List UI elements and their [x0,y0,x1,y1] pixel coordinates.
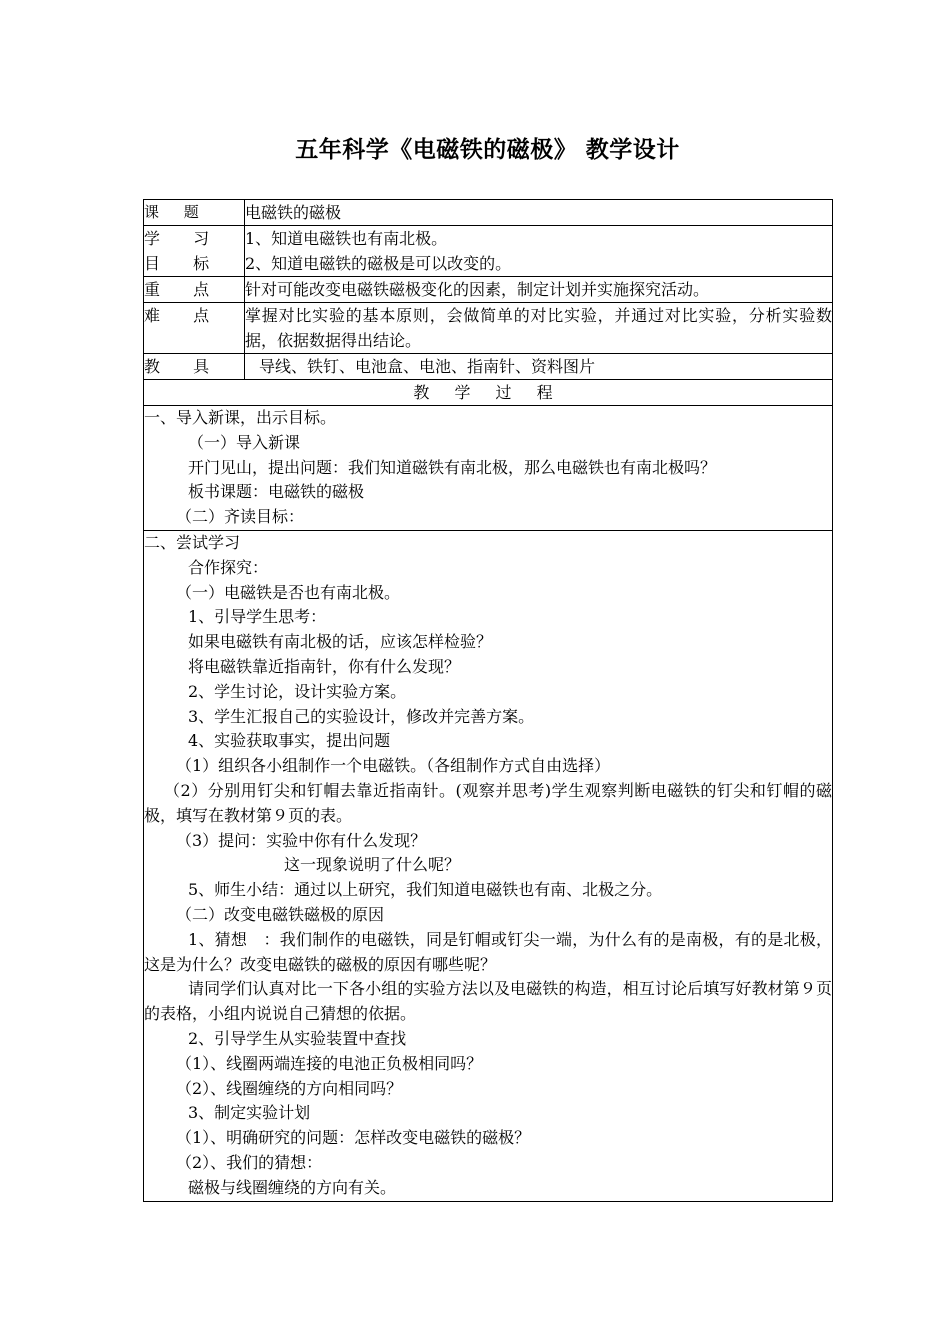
section-2-row [144,530,833,1201]
paragraph: （3）提问：实验中你有什么发现？ [176,830,427,850]
lesson-plan-table [143,199,833,1202]
tools-label: 教 具 [144,354,245,380]
section-1 [144,406,833,531]
paragraph: 如果电磁铁有南北极的话，应该怎样检验？ [188,632,493,652]
process-title: 教 学 过 程 [144,380,833,406]
paragraph: 2、学生讨论，设计实验方案。 [188,681,407,701]
difficulty-label: 难 点 [144,303,245,354]
paragraph: （1）组织各小组制作一个电磁铁。（各组制作方式自由选择） [176,756,611,776]
section-1-heading: 一、导入新课，出示目标。 [144,408,337,427]
goals-value [245,226,833,277]
paragraph: （1）、明确研究的问题：怎样改变电磁铁的磁极？ [176,1128,531,1148]
goal-item-2: 2、知道电磁铁的磁极是可以改变的。 [245,254,512,273]
section-1-row [144,406,833,531]
paragraph: 板书课题：电磁铁的磁极 [188,482,365,502]
topic-row [144,200,833,226]
key-point-value: 针对可能改变电磁铁磁极变化的因素，制定计划并实施探究活动。 [245,277,833,303]
paragraph: 开门见山，提出问题：我们知道磁铁有南北极，那么电磁铁也有南北极吗？ [188,457,717,477]
paragraph: （一）电磁铁是否也有南北极。 [176,582,401,602]
paragraph: 3、制定实验计划 [188,1103,311,1123]
key-point-label: 重 点 [144,277,245,303]
paragraph: 磁极与线圈缠绕的方向有关。 [188,1177,397,1197]
tools-value: 导线、铁钉、电池盒、电池、指南针、资料图片 [245,354,833,380]
goals-row [144,226,833,277]
paragraph: 合作探究： [188,557,269,577]
paragraph: （2）、我们的猜想： [176,1152,323,1172]
paragraph: （2）、线圈缠绕的方向相同吗？ [176,1078,403,1098]
document-title: 五年科学《电磁铁的磁极》 教学设计 [295,137,680,163]
paragraph: 这一现象说明了什么呢？ [284,855,461,875]
goals-label [144,226,245,277]
paragraph: 将电磁铁靠近指南针，你有什么发现？ [188,656,461,676]
paragraph: （1）、线圈两端连接的电池正负极相同吗？ [176,1053,483,1073]
topic-label: 课 题 [144,200,245,226]
goals-label-line1: 学 习 [144,229,224,248]
tools-row [144,354,833,380]
key-point-row [144,277,833,303]
paragraph: 4、实验获取事实，提出问题 [188,731,391,751]
goals-label-line2: 目 标 [144,254,224,273]
goal-item-1: 1、知道电磁铁也有南北极。 [245,229,448,248]
difficulty-row [144,303,833,354]
paragraph: 3、学生汇报自己的实验设计，修改并完善方案。 [188,706,535,726]
section-2 [144,530,833,1201]
process-title-row [144,380,833,406]
section-2-heading: 二、尝试学习 [144,532,241,552]
paragraph: 2、引导学生从实验装置中查找 [188,1028,407,1048]
paragraph: （2）分别用钉尖和钉帽去靠近指南针。(观察并思考)学生观察判断电磁铁的钉尖和钉帽的磁极，填写在教材第９页的表。 [144,780,832,825]
paragraph: 1、引导学生思考： [188,607,327,627]
paragraph: （二）改变电磁铁磁极的原因 [176,904,385,924]
paragraph: （一）导入新课 [188,432,301,452]
paragraph: 请同学们认真对比一下各小组的实验方法以及电磁铁的构造，相互讨论后填写好教材第９页的表格，小组内说说自己猜想的依据。 [144,979,832,1024]
paragraph: 1、猜想 ：我们制作的电磁铁，同是钉帽或钉尖一端，为什么有的是南极，有的是北极，这是为什么？改变电磁铁的磁极的原因有哪些呢？ [144,929,832,974]
paragraph: 5、师生小结：通过以上研究，我们知道电磁铁也有南、北极之分。 [188,880,663,900]
difficulty-value: 掌握对比实验的基本原则，会做简单的对比实验，并通过对比实验，分析实验数据，依据数据得出结论。 [245,303,833,354]
topic-value: 电磁铁的磁极 [245,200,833,226]
paragraph: （二）齐读目标： [176,507,305,527]
